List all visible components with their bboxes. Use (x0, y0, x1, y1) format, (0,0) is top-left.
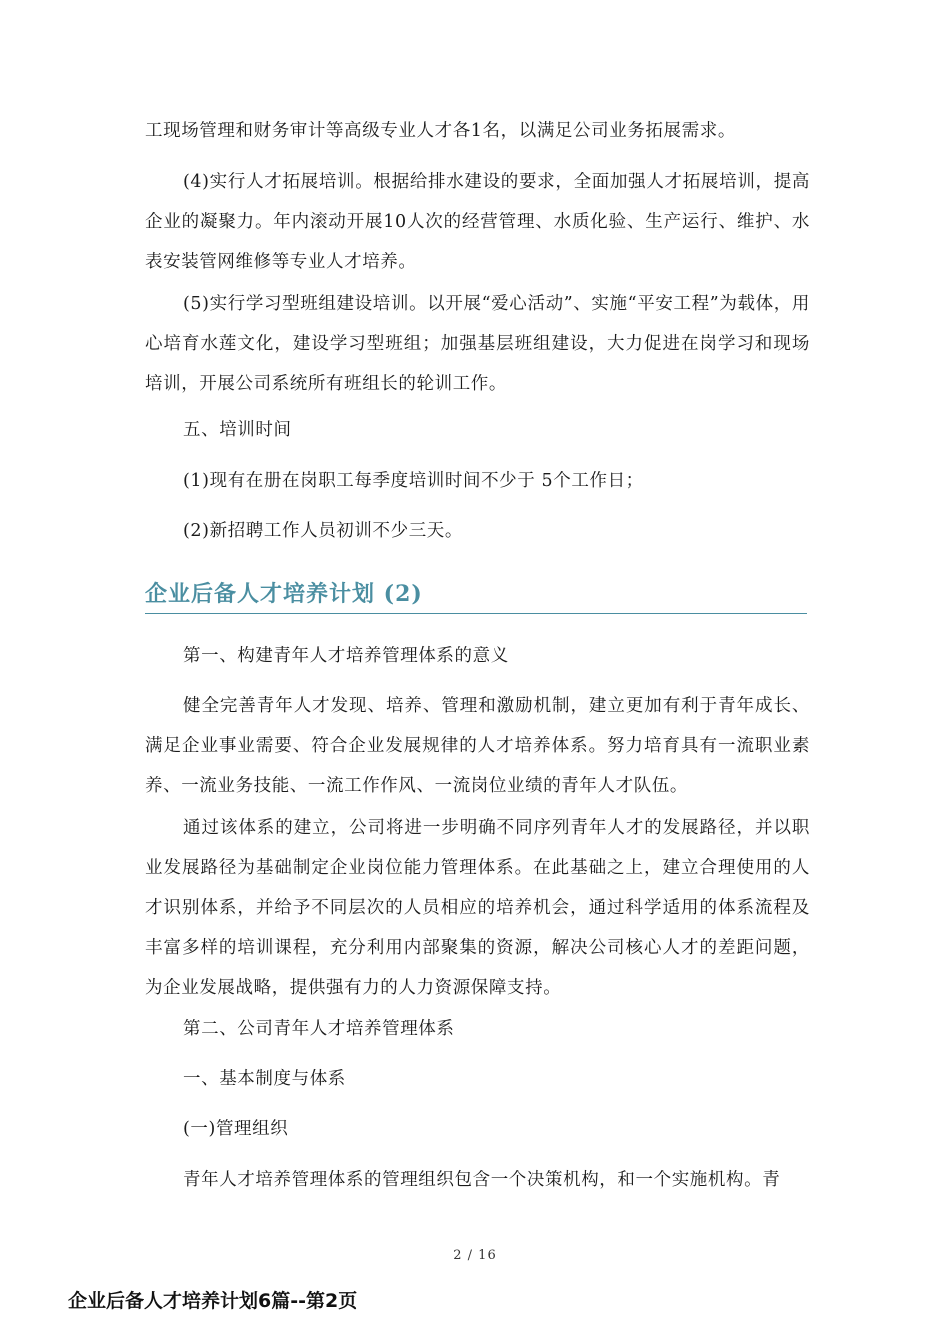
paragraph-organization-structure: 青年人才培养管理体系的管理组织包含一个决策机构，和一个实施机构。青 (183, 1170, 781, 1190)
paragraph-system-establishment: 通过该体系的建立，公司将进一步明确不同序列青年人才的发展路径，并以职业发展路径为基础制定企业岗位能力管理体系。在此基础之上，建立合理使用的人才识别体系，并给予不同层次的人员相应的培养机会，通过科学适用的体系流程及丰富多样的培训课程，充分利用内部聚集的资源，解决公司核心人才的差距问题，为企业发展战略，提供强有力的人力资源保障支持。 (145, 818, 810, 998)
subheading-management-system: 第二、公司青年人才培养管理体系 (183, 1019, 455, 1039)
paragraph-training-time-2: (2)新招聘工作人员初训不少三天。 (183, 521, 463, 541)
paragraph-mechanism: 健全完善青年人才发现、培养、管理和激励机制，建立更加有利于青年成长、满足企业事业需要、符合企业发展规律的人才培养体系。努力培育具有一流职业素养、一流业务技能、一流工作作风、一流岗位业绩的青年人才队伍。 (145, 696, 810, 796)
section-title: 企业后备人才培养计划 (2) (145, 577, 807, 614)
subheading-significance: 第一、构建青年人才培养管理体系的意义 (183, 646, 509, 666)
page-number: 2 / 16 (453, 1248, 497, 1263)
paragraph-talent-expansion-training: (4)实行人才拓展培训。根据给排水建设的要求，全面加强人才拓展培训，提高企业的凝聚力。年内滚动开展10人次的经营管理、水质化验、生产运行、维护、水表安装管网维修等专业人才培养。 (145, 172, 810, 272)
subheading-management-organization: (一)管理组织 (183, 1119, 289, 1139)
paragraph-continued: 工现场管理和财务审计等高级专业人才各1名，以满足公司业务拓展需求。 (145, 121, 736, 141)
paragraph-learning-team-training: (5)实行学习型班组建设培训。以开展“爱心活动”、实施“平安工程”为载体，用心培育水莲文化，建设学习型班组；加强基层班组建设，大力促进在岗学习和现场培训，开展公司系统所有班组长的轮训工作。 (145, 294, 810, 394)
subheading-basic-system: 一、基本制度与体系 (183, 1069, 346, 1089)
paragraph-training-time-1: (1)现有在册在岗职工每季度培训时间不少于 5个工作日； (183, 471, 644, 491)
section-heading-training-time: 五、培训时间 (183, 420, 292, 440)
footer-title: 企业后备人才培养计划6篇--第2页 (68, 1290, 358, 1312)
